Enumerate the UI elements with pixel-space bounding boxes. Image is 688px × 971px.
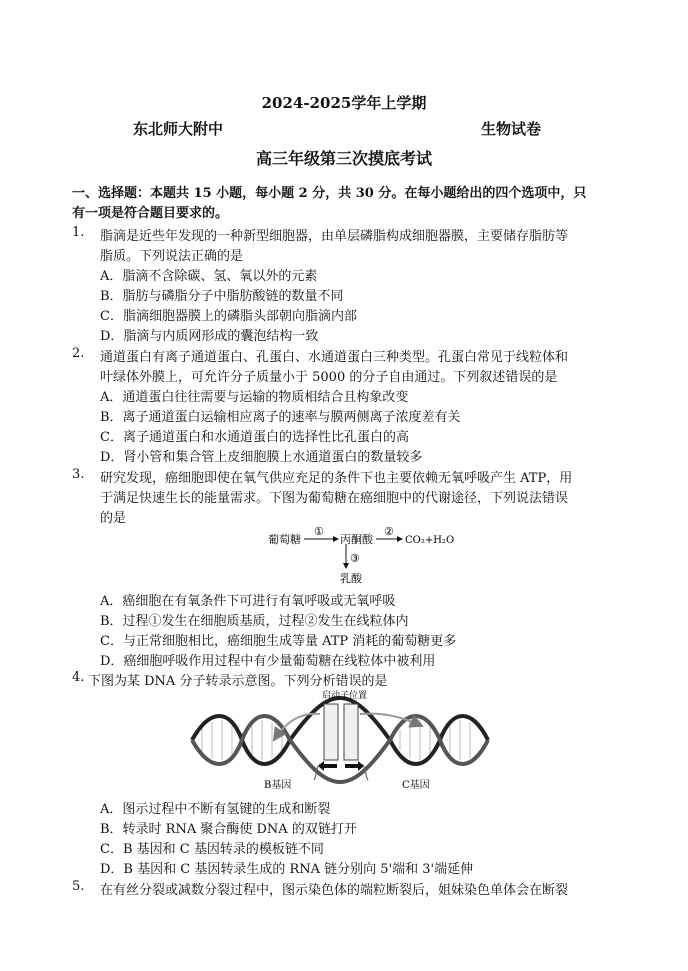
step-1-label: ① — [314, 525, 324, 538]
question-4-option-a: A．图示过程中不断有氢键的生成和断裂 — [100, 802, 331, 817]
metabolism-pathway-diagram — [260, 524, 460, 586]
question-1-text-line1: 脂滴是近些年发现的一种新型细胞器，由单层磷脂构成细胞器膜，主要储存脂肪等 — [100, 229, 569, 244]
question-4-text-line1: 下图为某 DNA 分子转录示意图。下列分析错误的是 — [88, 674, 388, 689]
co2-water-label: CO₂+H₂O — [405, 535, 455, 546]
gene-b-label: B基因 — [264, 780, 292, 791]
question-3-text-line3: 的是 — [100, 511, 127, 526]
question-3-text-line2: 于满足快速生长的能量需求。下图为葡萄糖在癌细胞中的代谢途径，下列说法错误 — [100, 491, 569, 506]
question-3-option-a: A．癌细胞在有氧条件下可进行有氧呼吸或无氧呼吸 — [100, 594, 396, 609]
question-number: 4. — [72, 670, 85, 685]
question-number: 3. — [72, 467, 85, 482]
gene-c-label: C基因 — [402, 780, 430, 791]
question-2-option-a: A．通道蛋白往往需要与运输的物质相结合且构象改变 — [100, 390, 409, 405]
pyruvate-label: 丙酮酸 — [340, 533, 373, 546]
step-2-label: ② — [384, 525, 394, 538]
question-2-option-d: D．肾小管和集合管上皮细胞膜上水通道蛋白的数量较多 — [100, 450, 423, 465]
question-5-text-line1: 在有丝分裂或减数分裂过程中，图示染色体的端粒断裂后，姐妹染色单体会在断裂 — [100, 883, 569, 898]
promoter-box-left — [324, 704, 338, 760]
question-1-text-line2: 脂质。下列说法正确的是 — [100, 249, 244, 264]
right-direction-arrow — [345, 761, 364, 771]
question-1-option-b: B．脂肪与磷脂分子中脂肪酸链的数量不同 — [100, 289, 344, 304]
question-number: 5. — [72, 879, 85, 894]
step-3-label: ③ — [350, 552, 360, 565]
left-direction-arrow — [318, 761, 337, 771]
question-3-option-c: C．与正常细胞相比，癌细胞生成等量 ATP 消耗的葡萄糖更多 — [100, 634, 457, 649]
question-1-option-c: C．脂滴细胞器膜上的磷脂头部朝向脂滴内部 — [100, 309, 357, 324]
dna-transcription-diagram — [190, 688, 490, 794]
question-2-text-line1: 通道蛋白有离子通道蛋白、孔蛋白、水通道蛋白三种类型。孔蛋白常见于线粒体和 — [100, 350, 569, 365]
question-number: 1. — [72, 225, 85, 240]
exam-year: 2024-2025学年上学期 — [261, 94, 427, 112]
question-2-text-line2: 叶绿体外膜上，可允许分子质量小于 5000 的分子自由通过。下列叙述错误的是 — [100, 370, 558, 385]
exam-title: 高三年级第三次摸底考试 — [255, 149, 432, 168]
section-instruction-line1: 一、选择题：本题共 15 小题，每小题 2 分，共 30 分。在每小题给出的四个选项中，只 — [72, 186, 587, 201]
question-4-option-b: B．转录时 RNA 聚合酶使 DNA 的双链打开 — [100, 822, 357, 837]
glucose-label: 葡萄糖 — [268, 533, 301, 546]
question-1-option-a: A．脂滴不含除碳、氢、氧以外的元素 — [100, 269, 318, 284]
question-4-option-c: C．B 基因和 C 基因转录的模板链不同 — [100, 842, 324, 857]
question-3-option-b: B．过程①发生在细胞质基质，过程②发生在线粒体内 — [100, 614, 409, 629]
question-3-text-line1: 研究发现，癌细胞即使在氧气供应充足的条件下也主要依赖无氧呼吸产生 ATP，用 — [100, 471, 573, 486]
question-2-option-c: C．离子通道蛋白和水通道蛋白的选择性比孔蛋白的高 — [100, 430, 409, 445]
question-3-option-d: D．癌细胞呼吸作用过程中有少量葡萄糖在线粒体中被利用 — [100, 654, 436, 669]
section-instruction-line2: 有一项是符合题目要求的。 — [72, 206, 229, 221]
question-4-option-d: D．B 基因和 C 基因转录生成的 RNA 链分别向 5'端和 3'端延伸 — [100, 862, 474, 877]
promoter-box-right — [344, 704, 358, 760]
promoter-label: 启动子位置 — [322, 691, 368, 701]
question-1-option-d: D．脂滴与内质网形成的囊泡结构一致 — [100, 329, 319, 344]
question-2-option-b: B．离子通道蛋白运输相应离子的速率与膜两侧离子浓度差有关 — [100, 410, 461, 425]
lactate-label: 乳酸 — [340, 572, 362, 585]
question-number: 2. — [72, 346, 85, 361]
school-name: 东北师大附中 — [133, 120, 224, 138]
subject-name: 生物试卷 — [481, 120, 542, 138]
